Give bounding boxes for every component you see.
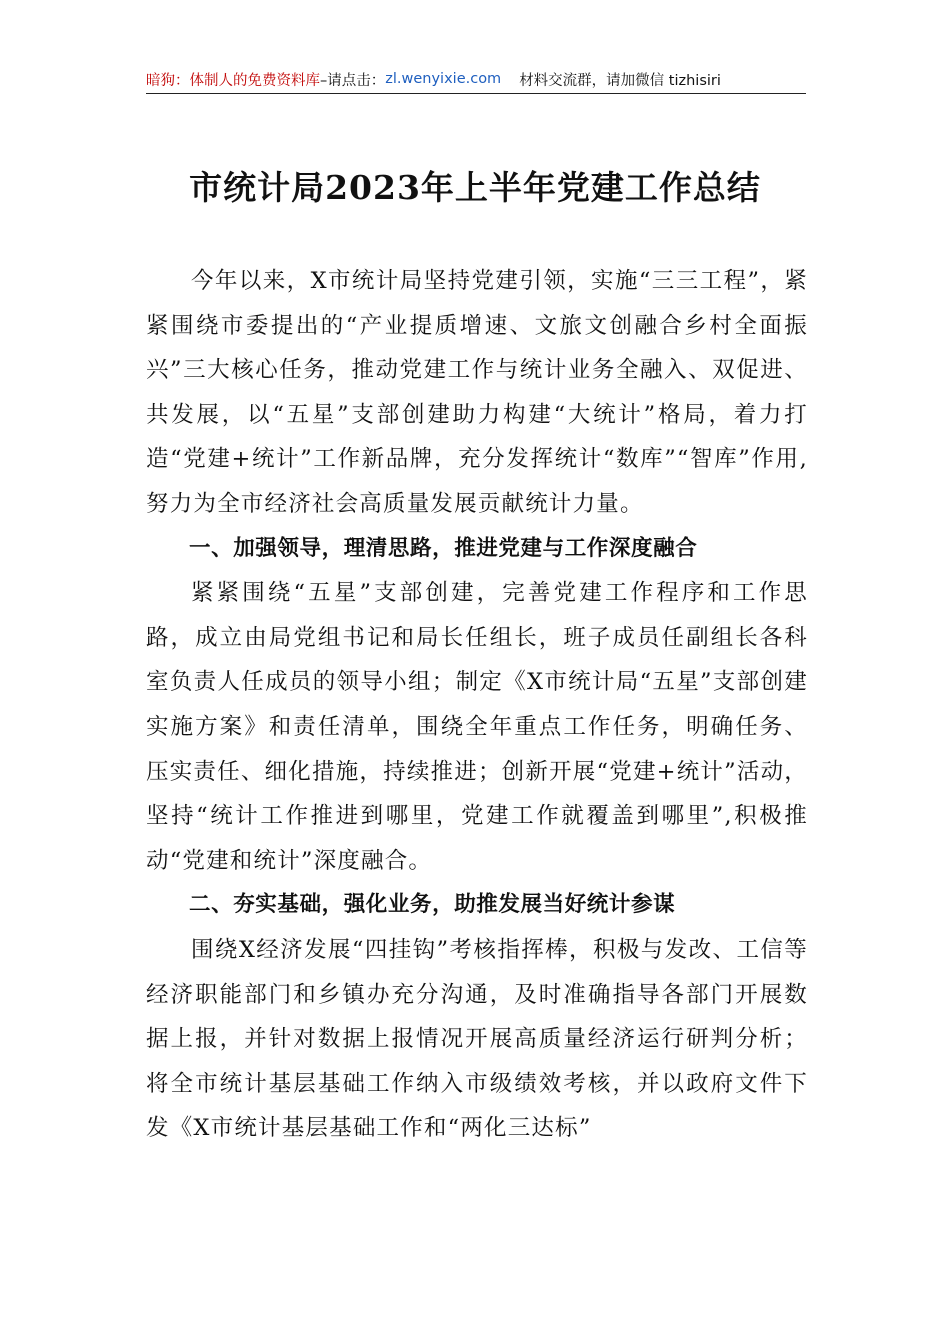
section-paragraph-1: 紧紧围绕“五星”支部创建，完善党建工作程序和工作思路，成立由局党组书记和局长任组长，班子成员任副组长各科室负责人任成员的领导小组；制定《X市统计局“五星”支部创建实施方案》和责任清单，围绕全年重点工作任务，明确任务、压实责任、细化措施，持续推进；创新开展“党建+统计”活动，坚持“统计工作推进到哪里，党建工作就覆盖到哪里”,积极推动“党建和统计”深度融合。 [146,580,808,874]
document-title: 市统计局2023年上半年党建工作总结 [189,168,761,207]
header-click-prompt: –请点击： [320,72,386,89]
section-heading-1: 一、加强领导，理清思路，推进党建与工作深度融合 [189,535,698,561]
header-divider [146,93,806,94]
section-paragraph-2: 围绕X经济发展“四挂钩”考核指挥棒，积极与发改、工信等经济职能部门和乡镇办充分沟通，及时准确指导各部门开展数据上报，并针对数据上报情况开展高质量经济运行研判分析；将全市统计基层基础工作纳入市级绩效考核，并以政府文件下发《X市统计基层基础工作和“两化三达标” [146,936,808,1142]
intro-paragraph: 今年以来，X市统计局坚持党建引领，实施“三三工程”，紧紧围绕市委提出的“产业提质增速、文旅文创融合乡村全面振兴”三大核心任务，推动党建工作与统计业务全融入、双促进、共发展，以“五星”支部创建助力构建“大统计”格局，着力打造“党建+统计”工作新品牌，充分发挥统计“数库”“智库”作用,努力为全市经济社会高质量发展贡献统计力量。 [146,268,808,517]
document-body [146,259,808,1151]
header-contact-text: 材料交流群，请加微信 tizhisiri [519,72,721,89]
header-source-label: 暗狗：体制人的免费资料库 [146,72,320,89]
section-heading-2: 二、夯实基础，强化业务，助推发展当好统计参谋 [189,892,676,918]
header-site-link[interactable]: zl.wenyixie.com [385,71,502,87]
page-header [146,66,806,92]
